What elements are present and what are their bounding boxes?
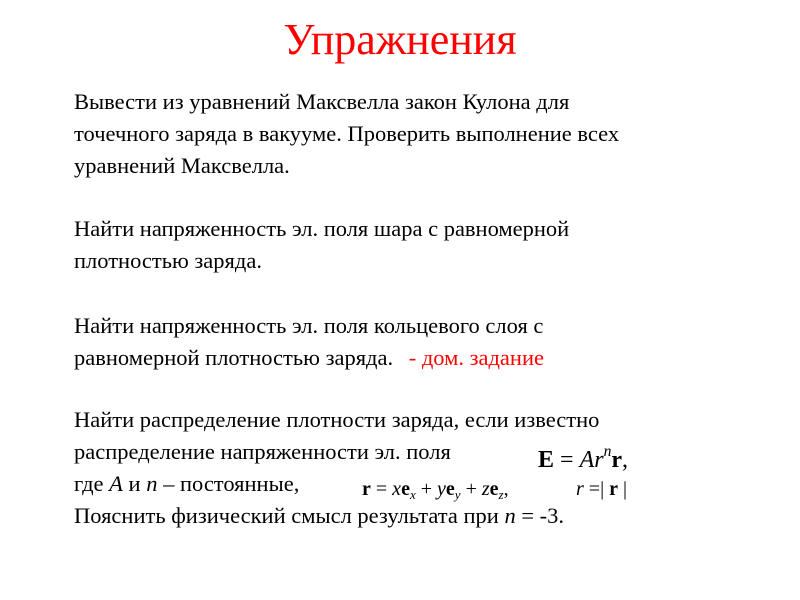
formula-r-plus-1: + [415, 478, 438, 500]
formula-e-symbol: E [538, 446, 555, 473]
formula-r-ey-sub: y [454, 486, 461, 502]
formula-r-comma: , [503, 478, 509, 500]
formula-e-rvec: r [611, 446, 623, 473]
exercise-1-line-1: Вывести из уравнений Максвелла закон Кулона для [74, 89, 570, 114]
formula-r-ex-sub: x [409, 486, 416, 502]
formula-r-y: y [437, 478, 446, 500]
var-n: n [146, 471, 158, 496]
formula-e-a: A [579, 446, 595, 473]
formula-e-comma: , [622, 446, 629, 473]
formula-e-equals: = [554, 446, 580, 473]
explain-suffix: = -3. [515, 503, 564, 528]
formula-abs-equals: =| [583, 478, 610, 500]
formula-r-vector [362, 474, 509, 510]
var-a: A [109, 471, 123, 496]
homework-label: - дом. задание [408, 345, 544, 370]
where-prefix: где [74, 471, 110, 496]
formula-abs-rvec: r [609, 478, 618, 500]
exercise-3-line-1: Найти напряженность эл. поля кольцевого слоя с [74, 313, 544, 338]
exercise-1-line-3: уравнений Максвелла. [74, 153, 290, 178]
exercise-2-line-2: плотностью заряда. [74, 248, 262, 273]
exercise-1-line-2: точечного заряда в вакууме. Проверить выполнение всех [74, 121, 620, 146]
exercise-3-line-2-text: равномерной плотностью заряда. [74, 345, 394, 370]
formula-abs-r: r [576, 478, 584, 500]
constants-text: – постоянные, [157, 471, 300, 496]
formula-abs-bar: | [617, 478, 627, 500]
formula-r-plus-2: + [460, 478, 482, 500]
explain-prefix: Пояснить физический смысл результата при [74, 503, 505, 528]
formula-r-symbol: r [362, 478, 371, 500]
formula-r-abs [576, 474, 627, 504]
var-n-final: n [504, 503, 516, 528]
formula-r-ex: e [401, 478, 410, 500]
formula-r-ez-sub: z [498, 486, 504, 502]
exercise-2-line-1: Найти напряженность эл. поля шара с равномерной [74, 216, 570, 241]
formula-r-ez: e [489, 478, 499, 500]
formula-r-equals: = [370, 478, 393, 500]
formula-r-z: z [481, 478, 490, 500]
exercise-4-line-1: Найти распределение плотности заряда, если известно [74, 407, 600, 432]
and-word: и [122, 471, 147, 496]
formula-e-field [538, 437, 628, 475]
formula-r-ey: e [445, 478, 455, 500]
exercise-4-line-2: распределение напряженности эл. поля [74, 439, 451, 464]
formula-e-r: r [594, 446, 604, 473]
exercise-3-line-2 [74, 343, 764, 373]
formula-e-exponent: n [603, 443, 612, 460]
formula-r-x: x [392, 478, 402, 500]
slide-title: Упражнения [283, 15, 517, 64]
